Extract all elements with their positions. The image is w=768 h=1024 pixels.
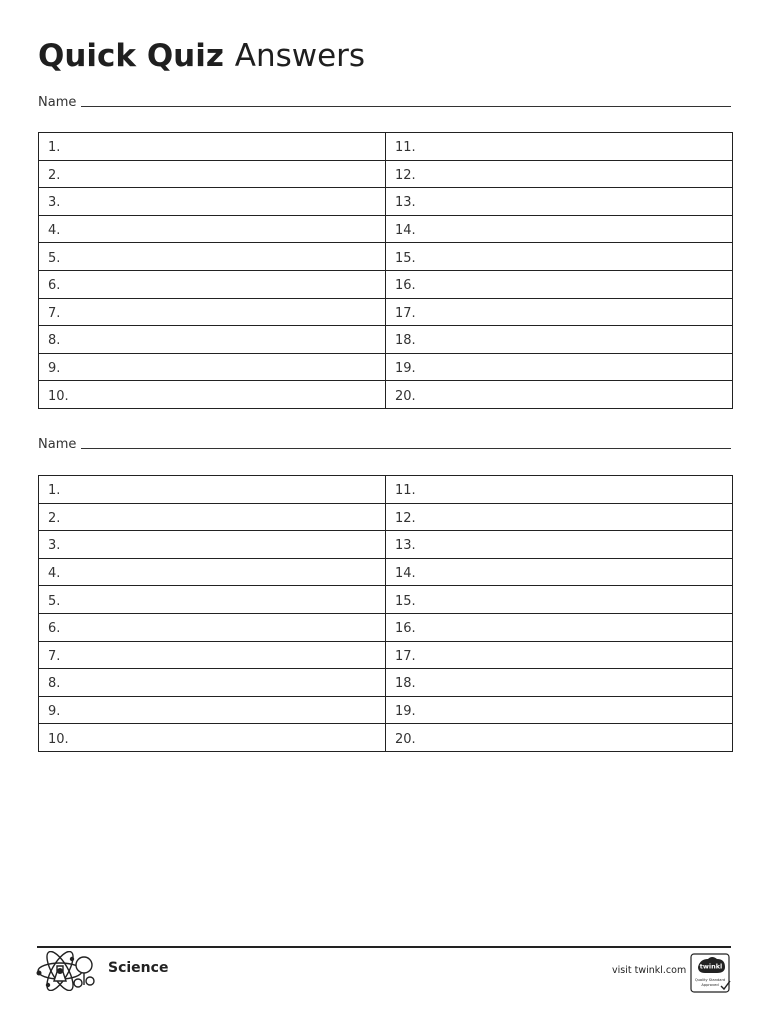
table-row bbox=[39, 160, 733, 188]
answer-cell[interactable]: 11. bbox=[386, 133, 733, 161]
table-row bbox=[39, 298, 733, 326]
answer-cell[interactable]: 5. bbox=[39, 243, 386, 271]
badge-caption-2: Approved bbox=[701, 983, 719, 987]
answer-cell[interactable]: 3. bbox=[39, 531, 386, 559]
table-row bbox=[39, 326, 733, 354]
answer-cell[interactable]: 19. bbox=[386, 696, 733, 724]
answer-cell[interactable]: 1. bbox=[39, 476, 386, 504]
name-line[interactable] bbox=[81, 448, 731, 449]
answer-cell[interactable]: 12. bbox=[386, 503, 733, 531]
name-line[interactable] bbox=[81, 106, 731, 107]
answer-cell[interactable]: 13. bbox=[386, 531, 733, 559]
name-field-2[interactable] bbox=[38, 432, 731, 452]
table-row bbox=[39, 641, 733, 669]
answer-cell[interactable]: 3. bbox=[39, 188, 386, 216]
answer-cell[interactable]: 17. bbox=[386, 641, 733, 669]
answer-cell[interactable]: 13. bbox=[386, 188, 733, 216]
answer-table-1 bbox=[38, 132, 733, 409]
answer-cell[interactable]: 4. bbox=[39, 558, 386, 586]
answer-cell[interactable]: 12. bbox=[386, 160, 733, 188]
name-label: Name bbox=[38, 437, 77, 452]
badge-brand: twinkl bbox=[699, 962, 723, 971]
answer-cell[interactable]: 15. bbox=[386, 243, 733, 271]
table-row bbox=[39, 531, 733, 559]
footer-subject: Science bbox=[108, 960, 169, 976]
answer-cell[interactable]: 14. bbox=[386, 215, 733, 243]
table-row bbox=[39, 586, 733, 614]
answer-cell[interactable]: 10. bbox=[39, 724, 386, 752]
answer-cell[interactable]: 7. bbox=[39, 298, 386, 326]
answer-cell[interactable]: 17. bbox=[386, 298, 733, 326]
answer-cell[interactable]: 9. bbox=[39, 696, 386, 724]
answer-cell[interactable]: 4. bbox=[39, 215, 386, 243]
answer-cell[interactable]: 9. bbox=[39, 353, 386, 381]
answer-cell[interactable]: 10. bbox=[39, 381, 386, 409]
table-row bbox=[39, 270, 733, 298]
table-row bbox=[39, 133, 733, 161]
answer-cell[interactable]: 1. bbox=[39, 133, 386, 161]
table-row bbox=[39, 558, 733, 586]
table-row bbox=[39, 215, 733, 243]
table-row bbox=[39, 243, 733, 271]
footer-divider bbox=[37, 946, 731, 948]
table-row bbox=[39, 696, 733, 724]
table-row bbox=[39, 381, 733, 409]
answer-cell[interactable]: 16. bbox=[386, 270, 733, 298]
answer-cell[interactable]: 5. bbox=[39, 586, 386, 614]
table-row bbox=[39, 476, 733, 504]
name-field-1[interactable] bbox=[38, 90, 731, 110]
answer-cell[interactable]: 20. bbox=[386, 724, 733, 752]
answer-table-2 bbox=[38, 475, 733, 752]
answer-cell[interactable]: 2. bbox=[39, 503, 386, 531]
answer-cell[interactable]: 18. bbox=[386, 669, 733, 697]
answer-cell[interactable]: 11. bbox=[386, 476, 733, 504]
answer-cell[interactable]: 19. bbox=[386, 353, 733, 381]
answer-cell[interactable]: 18. bbox=[386, 326, 733, 354]
answer-cell[interactable]: 7. bbox=[39, 641, 386, 669]
answer-cell[interactable]: 8. bbox=[39, 669, 386, 697]
answer-cell[interactable]: 15. bbox=[386, 586, 733, 614]
answer-cell[interactable]: 6. bbox=[39, 613, 386, 641]
table-row bbox=[39, 503, 733, 531]
title-light: Answers bbox=[234, 38, 366, 74]
answer-cell[interactable]: 16. bbox=[386, 613, 733, 641]
answer-cell[interactable]: 8. bbox=[39, 326, 386, 354]
page-title bbox=[38, 36, 365, 76]
answer-cell[interactable]: 20. bbox=[386, 381, 733, 409]
answer-cell[interactable]: 2. bbox=[39, 160, 386, 188]
table-row bbox=[39, 188, 733, 216]
answer-cell[interactable]: 6. bbox=[39, 270, 386, 298]
answer-cell[interactable]: 14. bbox=[386, 558, 733, 586]
table-row bbox=[39, 353, 733, 381]
table-row bbox=[39, 669, 733, 697]
title-bold: Quick Quiz bbox=[38, 38, 224, 74]
name-label: Name bbox=[38, 95, 77, 110]
footer-visit-link[interactable]: visit twinkl.com bbox=[612, 965, 687, 976]
science-atom-icon bbox=[34, 951, 98, 991]
table-row bbox=[39, 613, 733, 641]
table-row bbox=[39, 724, 733, 752]
quality-badge-icon bbox=[690, 953, 732, 993]
badge-caption-1: Quality Standard bbox=[694, 978, 726, 982]
